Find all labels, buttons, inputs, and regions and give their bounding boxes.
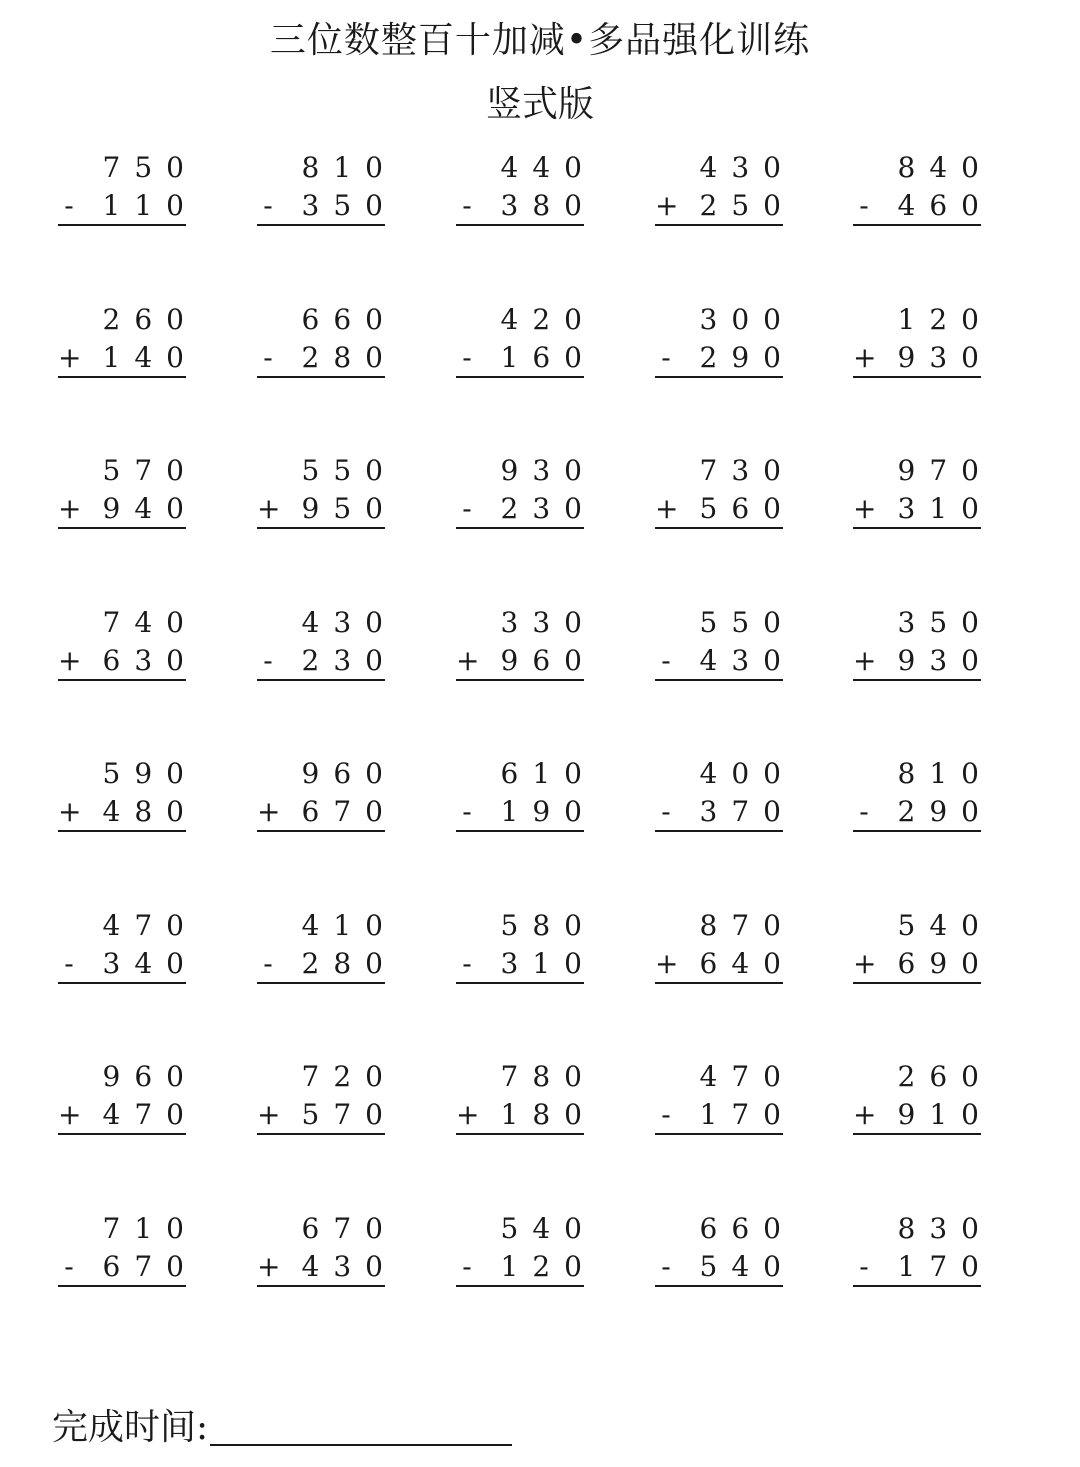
operator-sign: - bbox=[661, 1249, 671, 1283]
bottom-row bbox=[257, 491, 397, 529]
bottom-number: 630 bbox=[102, 643, 198, 677]
bottom-row bbox=[58, 1097, 198, 1135]
bottom-row bbox=[257, 643, 397, 681]
operator-sign: + bbox=[655, 946, 679, 980]
completion-time-blank[interactable] bbox=[210, 1404, 512, 1446]
bottom-number: 120 bbox=[500, 1249, 596, 1283]
operator-sign: - bbox=[462, 340, 472, 374]
bottom-row bbox=[655, 643, 795, 681]
vertical-problem bbox=[257, 150, 397, 230]
vertical-problem bbox=[58, 1211, 198, 1291]
bottom-row bbox=[655, 1249, 795, 1287]
bottom-number: 110 bbox=[102, 189, 198, 222]
bottom-number: 950 bbox=[301, 492, 397, 525]
bottom-number: 230 bbox=[301, 643, 397, 677]
bottom-row bbox=[456, 643, 596, 681]
top-number: 550 bbox=[699, 605, 795, 639]
vertical-problem bbox=[257, 302, 397, 382]
bottom-row bbox=[456, 340, 596, 378]
bottom-row bbox=[655, 491, 795, 529]
operator-sign: - bbox=[263, 643, 273, 677]
bottom-number: 310 bbox=[500, 946, 596, 980]
operator-sign: - bbox=[859, 795, 869, 828]
vertical-problem bbox=[456, 1211, 596, 1291]
bottom-row bbox=[655, 794, 795, 832]
bottom-row bbox=[655, 1097, 795, 1135]
bottom-number: 340 bbox=[102, 946, 198, 980]
bottom-number: 430 bbox=[301, 1249, 397, 1283]
operator-sign: - bbox=[661, 643, 671, 677]
completion-time-section bbox=[52, 1402, 512, 1454]
top-number: 710 bbox=[102, 1211, 198, 1245]
vertical-problem bbox=[58, 908, 198, 988]
bottom-number: 250 bbox=[699, 189, 795, 222]
bottom-row bbox=[456, 1097, 596, 1135]
operator-sign: - bbox=[64, 946, 74, 980]
top-number: 730 bbox=[699, 454, 795, 487]
top-number: 470 bbox=[102, 908, 198, 942]
operator-sign: - bbox=[64, 189, 74, 222]
operator-sign: + bbox=[58, 1098, 82, 1131]
operator-sign: + bbox=[58, 492, 82, 525]
bottom-number: 940 bbox=[102, 492, 198, 525]
bottom-number: 540 bbox=[699, 1249, 795, 1283]
top-number: 400 bbox=[699, 757, 795, 790]
operator-sign: - bbox=[462, 492, 472, 525]
vertical-problem bbox=[456, 908, 596, 988]
bottom-row bbox=[456, 188, 596, 226]
vertical-problem bbox=[257, 1211, 397, 1291]
top-number: 810 bbox=[301, 151, 397, 184]
bottom-number: 310 bbox=[897, 492, 993, 525]
top-number: 960 bbox=[301, 757, 397, 790]
bottom-number: 480 bbox=[102, 795, 198, 828]
bottom-number: 380 bbox=[500, 189, 596, 222]
vertical-problem bbox=[655, 150, 795, 230]
vertical-problem bbox=[257, 756, 397, 836]
top-number: 580 bbox=[500, 908, 596, 942]
top-number: 670 bbox=[301, 1211, 397, 1245]
operator-sign: + bbox=[58, 340, 82, 374]
bottom-number: 290 bbox=[699, 340, 795, 374]
operator-sign: - bbox=[661, 795, 671, 828]
operator-sign: + bbox=[853, 643, 877, 677]
bottom-number: 640 bbox=[699, 946, 795, 980]
top-number: 350 bbox=[897, 605, 993, 639]
top-number: 420 bbox=[500, 302, 596, 336]
vertical-problem bbox=[58, 1059, 198, 1139]
vertical-problem bbox=[655, 453, 795, 533]
bottom-number: 350 bbox=[301, 189, 397, 222]
bottom-row bbox=[655, 946, 795, 984]
bottom-row bbox=[257, 946, 397, 984]
vertical-problem bbox=[853, 453, 993, 533]
top-number: 300 bbox=[699, 302, 795, 336]
vertical-problem bbox=[257, 1059, 397, 1139]
bottom-number: 170 bbox=[897, 1249, 993, 1283]
bottom-number: 170 bbox=[699, 1098, 795, 1131]
bottom-row bbox=[456, 946, 596, 984]
operator-sign: + bbox=[853, 492, 877, 525]
vertical-problem bbox=[655, 908, 795, 988]
operator-sign: - bbox=[462, 795, 472, 828]
bottom-row bbox=[58, 188, 198, 226]
operator-sign: + bbox=[257, 492, 281, 525]
bottom-row bbox=[257, 1249, 397, 1287]
top-number: 260 bbox=[897, 1060, 993, 1093]
operator-sign: + bbox=[655, 189, 679, 222]
bottom-row bbox=[257, 340, 397, 378]
top-number: 590 bbox=[102, 757, 198, 790]
top-number: 840 bbox=[897, 151, 993, 184]
top-number: 970 bbox=[897, 454, 993, 487]
vertical-problem bbox=[655, 756, 795, 836]
vertical-problem bbox=[456, 453, 596, 533]
bottom-number: 670 bbox=[102, 1249, 198, 1283]
operator-sign: + bbox=[58, 643, 82, 677]
operator-sign: - bbox=[661, 340, 671, 374]
vertical-problem bbox=[853, 908, 993, 988]
vertical-problem bbox=[456, 605, 596, 685]
top-number: 540 bbox=[500, 1211, 596, 1245]
vertical-problem bbox=[58, 150, 198, 230]
bottom-row bbox=[853, 643, 993, 681]
vertical-problem bbox=[655, 1211, 795, 1291]
top-number: 740 bbox=[102, 605, 198, 639]
top-number: 430 bbox=[301, 605, 397, 639]
bottom-number: 690 bbox=[897, 946, 993, 980]
bottom-number: 230 bbox=[500, 492, 596, 525]
bottom-number: 190 bbox=[500, 795, 596, 828]
operator-sign: + bbox=[456, 643, 480, 677]
bottom-number: 280 bbox=[301, 946, 397, 980]
bottom-number: 570 bbox=[301, 1098, 397, 1131]
completion-time-label: 完成时间: bbox=[52, 1407, 209, 1448]
operator-sign: + bbox=[257, 1098, 281, 1131]
bottom-row bbox=[853, 946, 993, 984]
operator-sign: - bbox=[462, 189, 472, 222]
bottom-row bbox=[655, 340, 795, 378]
bottom-row bbox=[655, 188, 795, 226]
operator-sign: + bbox=[853, 1098, 877, 1131]
bottom-row bbox=[58, 340, 198, 378]
operator-sign: + bbox=[58, 795, 82, 828]
page-subtitle: 竖式版 bbox=[485, 84, 594, 125]
bottom-row bbox=[853, 340, 993, 378]
vertical-problem bbox=[257, 605, 397, 685]
vertical-problem bbox=[456, 302, 596, 382]
bottom-number: 560 bbox=[699, 492, 795, 525]
bottom-row bbox=[257, 188, 397, 226]
bottom-row bbox=[853, 188, 993, 226]
bottom-number: 930 bbox=[897, 643, 993, 677]
vertical-problem bbox=[853, 605, 993, 685]
operator-sign: + bbox=[655, 492, 679, 525]
top-number: 960 bbox=[102, 1060, 198, 1093]
operator-sign: + bbox=[456, 1098, 480, 1131]
top-number: 780 bbox=[500, 1060, 596, 1093]
operator-sign: - bbox=[661, 1098, 671, 1131]
operator-sign: - bbox=[64, 1249, 74, 1283]
bottom-row bbox=[853, 1249, 993, 1287]
bottom-number: 960 bbox=[500, 643, 596, 677]
vertical-problem bbox=[58, 453, 198, 533]
top-number: 540 bbox=[897, 908, 993, 942]
bottom-number: 280 bbox=[301, 340, 397, 374]
bottom-row bbox=[456, 794, 596, 832]
bottom-row bbox=[257, 1097, 397, 1135]
operator-sign: + bbox=[853, 340, 877, 374]
top-number: 660 bbox=[301, 302, 397, 336]
bottom-row bbox=[58, 643, 198, 681]
top-number: 610 bbox=[500, 757, 596, 790]
operator-sign: - bbox=[462, 946, 472, 980]
bottom-number: 910 bbox=[897, 1098, 993, 1131]
bottom-row bbox=[853, 491, 993, 529]
vertical-problem bbox=[853, 756, 993, 836]
vertical-problem bbox=[655, 302, 795, 382]
operator-sign: + bbox=[257, 1249, 281, 1283]
bottom-number: 430 bbox=[699, 643, 795, 677]
bottom-row bbox=[853, 794, 993, 832]
bottom-row bbox=[58, 794, 198, 832]
operator-sign: + bbox=[257, 795, 281, 828]
vertical-problem bbox=[456, 756, 596, 836]
vertical-problem bbox=[58, 302, 198, 382]
vertical-problem bbox=[853, 1059, 993, 1139]
operator-sign: - bbox=[859, 1249, 869, 1283]
vertical-problem bbox=[853, 302, 993, 382]
top-number: 440 bbox=[500, 151, 596, 184]
top-number: 830 bbox=[897, 1211, 993, 1245]
vertical-problem bbox=[853, 1211, 993, 1291]
bottom-number: 180 bbox=[500, 1098, 596, 1131]
operator-sign: - bbox=[263, 946, 273, 980]
bottom-number: 160 bbox=[500, 340, 596, 374]
bottom-number: 470 bbox=[102, 1098, 198, 1131]
operator-sign: - bbox=[859, 189, 869, 222]
top-number: 870 bbox=[699, 908, 795, 942]
operator-sign: - bbox=[263, 340, 273, 374]
operator-sign: - bbox=[263, 189, 273, 222]
top-number: 660 bbox=[699, 1211, 795, 1245]
top-number: 430 bbox=[699, 151, 795, 184]
bottom-number: 290 bbox=[897, 795, 993, 828]
vertical-problem bbox=[853, 150, 993, 230]
vertical-problem bbox=[58, 756, 198, 836]
bottom-row bbox=[853, 1097, 993, 1135]
bottom-row bbox=[58, 946, 198, 984]
bottom-number: 370 bbox=[699, 795, 795, 828]
operator-sign: + bbox=[853, 946, 877, 980]
bottom-number: 460 bbox=[897, 189, 993, 222]
bottom-number: 670 bbox=[301, 795, 397, 828]
page-title: 三位数整百十加减•多品强化训练 bbox=[269, 20, 811, 61]
vertical-problem bbox=[257, 453, 397, 533]
top-number: 570 bbox=[102, 454, 198, 487]
vertical-problem bbox=[456, 1059, 596, 1139]
top-number: 550 bbox=[301, 454, 397, 487]
vertical-problem bbox=[58, 605, 198, 685]
vertical-problem bbox=[655, 1059, 795, 1139]
bottom-row bbox=[58, 491, 198, 529]
bottom-row bbox=[456, 491, 596, 529]
vertical-problem bbox=[655, 605, 795, 685]
bottom-row bbox=[456, 1249, 596, 1287]
vertical-problem bbox=[456, 150, 596, 230]
top-number: 810 bbox=[897, 757, 993, 790]
top-number: 330 bbox=[500, 605, 596, 639]
bottom-number: 140 bbox=[102, 340, 198, 374]
bottom-row bbox=[58, 1249, 198, 1287]
top-number: 410 bbox=[301, 908, 397, 942]
top-number: 470 bbox=[699, 1060, 795, 1093]
top-number: 120 bbox=[897, 302, 993, 336]
bottom-row bbox=[257, 794, 397, 832]
top-number: 720 bbox=[301, 1060, 397, 1093]
vertical-problem bbox=[257, 908, 397, 988]
operator-sign: - bbox=[462, 1249, 472, 1283]
top-number: 930 bbox=[500, 454, 596, 487]
bottom-number: 930 bbox=[897, 340, 993, 374]
top-number: 750 bbox=[102, 151, 198, 184]
top-number: 260 bbox=[102, 302, 198, 336]
